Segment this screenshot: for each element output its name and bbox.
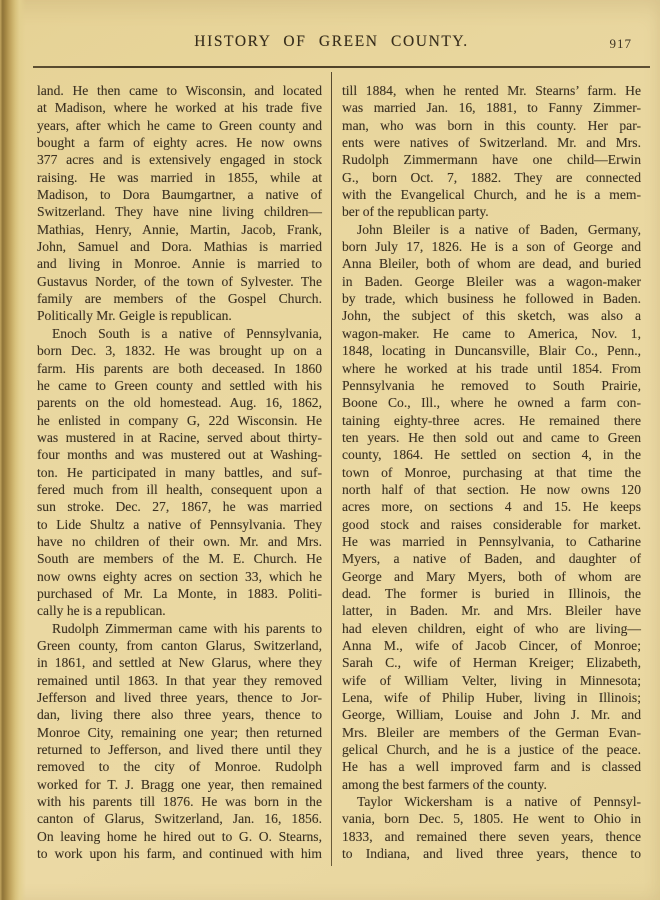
text-line: On leaving home he hired out to G. O. Stearns, (37, 828, 322, 844)
text-line: family are members of the Gospel Church. (37, 291, 322, 307)
text-line: sun stroke. Dec. 27, 1867, he was married (37, 499, 322, 515)
book-gutter-shadow (0, 0, 26, 900)
text-line: He was married in Pennsylvania, to Catharine (342, 533, 641, 549)
text-line: to Lide Shultz a native of Pennsylvania. They (37, 516, 322, 532)
text-line: he enlisted in company G, 22d Wisconsin. He (37, 412, 322, 428)
text-line: land. He then came to Wisconsin, and located (37, 83, 322, 98)
text-line: latter, in Baden. Mr. and Mrs. Bleiler have (342, 603, 641, 619)
text-line: born Dec. 3, 1832. He was brought up on a (37, 343, 322, 359)
text-line: north half of that section. He now owns 120 (342, 481, 641, 497)
paragraph (342, 793, 641, 862)
text-line: returned to Jefferson, and lived there until they (37, 742, 322, 758)
text-line: with his parents till 1876. He was born in the (37, 794, 322, 810)
paragraph (37, 82, 322, 325)
text-line: now owns eighty acres on section 33, which he (37, 568, 322, 584)
text-line: Boone Co., Ill., where he owned a farm con- (342, 395, 641, 411)
text-line: taining eighty-three acres. He remained there (342, 412, 641, 428)
text-line: Jefferson and lived three years, thence to Jor- (37, 690, 322, 706)
text-line: ton. He participated in many battles, and suf- (37, 464, 322, 480)
text-line: Rudolph Zimmerman came with his parents to (52, 620, 322, 636)
text-line: with the Evangelical Church, and he is a mem- (342, 187, 641, 203)
text-line: farm. His parents are both deceased. In 1860 (37, 360, 322, 376)
text-line: South are members of the M. E. Church. He (37, 551, 322, 567)
text-line: wagon-maker. He came to America, Nov. 1, (342, 325, 641, 341)
text-line: Anna M., wife of Jacob Cincer, of Monroe; (342, 638, 641, 653)
text-line: vania, born Dec. 5, 1805. He went to Ohio in (342, 811, 641, 827)
text-line: dan, living there also three years, thence to (37, 707, 322, 723)
text-line: wife of William Velter, living in Minnesota; (342, 672, 641, 688)
text-line: removed to the city of Monroe. Rudolph (37, 759, 322, 775)
text-line: till 1884, when he rented Mr. Stearns’ farm. He (342, 83, 641, 98)
text-line: where he worked at his trade until 1854. From (342, 360, 641, 376)
text-line: was mustered in at Racine, served about thirty- (37, 429, 322, 445)
text-column-left (37, 82, 322, 862)
text-line: at Madison, where he worked at his trade five (37, 100, 322, 116)
text-line: good stock and raises considerable for market. (342, 516, 641, 532)
text-line: George, William, Louise and John J. Mr. and (342, 707, 641, 723)
paragraph (342, 221, 641, 793)
text-line: Pennsylvania he removed to South Prairie, (342, 377, 641, 393)
text-line: have no children of their own. Mr. and Mrs. (37, 533, 322, 549)
text-column-right (342, 82, 641, 862)
paragraph (37, 620, 322, 863)
text-line: parents on the old homestead. Aug. 16, 1862, (37, 395, 322, 411)
text-line: Myers, a native of Baden, and daughter of (342, 551, 641, 567)
text-line: Switzerland. They have nine living children— (37, 204, 322, 220)
page-title: HISTORY OF GREEN COUNTY. (194, 33, 469, 50)
text-line: John, the subject of this sketch, was also a (342, 308, 641, 324)
paragraph (342, 82, 641, 221)
text-line: had eleven children, eight of who are living— (342, 620, 641, 636)
text-line: raising. He was married in 1855, while at (37, 169, 322, 185)
text-line: Monroe City, remaining one year; then returned (37, 724, 322, 740)
text-line: he came to Green county and settled with his (37, 377, 322, 393)
text-line: remained until 1863. In that year they removed (37, 672, 322, 688)
text-line: 1833, and remained there seven years, thence (342, 828, 641, 844)
text-line: G., born Oct. 7, 1882. They are connected (342, 169, 641, 185)
header-rule (33, 66, 650, 68)
text-line: Mrs. Bleiler are members of the German Evan- (342, 724, 641, 740)
text-line: Lena, wife of Philip Huber, living in Illinois; (342, 690, 641, 706)
text-line: Taylor Wickersham is a native of Pennsyl- (357, 794, 641, 810)
page-number: 917 (609, 36, 632, 51)
text-line: purchased of Mr. La Monte, in 1883. Politi- (37, 585, 322, 601)
text-line: Gustavus Norder, of the town of Sylvester. The (37, 273, 322, 289)
text-line: county, 1864. He settled on section 4, in the (342, 447, 641, 463)
text-line: Rudolph Zimmermann have one child—Erwin (342, 152, 641, 168)
text-line: fered much from ill health, consequent upon a (37, 481, 322, 497)
text-line: gelical Church, and he is a justice of the peace. (342, 742, 641, 758)
text-line: ber of the republican party. (342, 204, 489, 220)
text-line: by trade, which business he followed in Baden. (342, 291, 641, 307)
text-line: 1848, locating in Duncansville, Blair Co., Penn., (342, 343, 641, 359)
text-line: in 1861, and settled at New Glarus, where they (37, 655, 322, 671)
text-line: town of Monroe, purchasing at that time the (342, 464, 641, 480)
text-line: four months and was mustered out at Washing- (37, 447, 322, 463)
text-line: Enoch South is a native of Pennsylvania, (52, 325, 322, 341)
text-line: years, after which he came to Green county and (37, 117, 322, 133)
text-line: Green county, from canton Glarus, Switzerland, (37, 638, 322, 653)
column-divider (331, 72, 332, 866)
text-line: Anna Bleiler, both of whom are dead, and buried (342, 256, 641, 272)
text-line: He has a well improved farm and is classed (342, 759, 641, 775)
text-line: to work upon his farm, and continued with him (37, 846, 322, 862)
text-line: cally he is a republican. (37, 603, 166, 619)
text-line: Madison, to Dora Baumgartner, a native of (37, 187, 322, 203)
text-line: bought a farm of eighty acres. He now owns (37, 135, 322, 151)
text-line: ten years. He then sold out and came to Green (342, 429, 641, 445)
text-line: George and Mary Myers, both of whom are (342, 568, 641, 584)
text-line: and living in Monroe. Annie is married to (37, 256, 322, 272)
text-line: ents were natives of Switzerland. Mr. and Mrs. (342, 135, 641, 151)
text-line: among the best farmers of the county. (342, 776, 547, 792)
text-line: man, who was born in this county. Her par- (342, 117, 641, 133)
text-line: Politically Mr. Geigle is republican. (37, 308, 232, 324)
text-line: acres more, on sections 4 and 15. He keeps (342, 499, 641, 515)
paragraph (37, 325, 322, 620)
text-line: Mathias, Henry, Annie, Martin, Jacob, Frank, (37, 221, 322, 237)
text-line: born July 17, 1826. He is a son of George and (342, 239, 641, 255)
text-line: Sarah C., wife of Herman Kreiger; Elizabeth, (342, 655, 641, 671)
text-line: 377 acres and is extensively engaged in stock (37, 152, 322, 168)
text-line: in Baden. George Bleiler was a wagon-maker (342, 273, 641, 289)
text-line: dead. The former is buried in Illinois, the (342, 585, 641, 601)
text-line: canton of Glarus, Switzerland, Jan. 16, 1856. (37, 811, 322, 827)
text-line: to Indiana, and lived three years, thence to (342, 846, 641, 862)
text-line: John Bleiler is a native of Baden, Germany, (357, 221, 641, 237)
text-line: was married Jan. 16, 1881, to Fanny Zimmer- (342, 100, 641, 116)
text-line: worked for T. J. Bragg one year, then remained (37, 776, 322, 792)
text-line: John, Samuel and Dora. Mathias is married (37, 239, 322, 255)
